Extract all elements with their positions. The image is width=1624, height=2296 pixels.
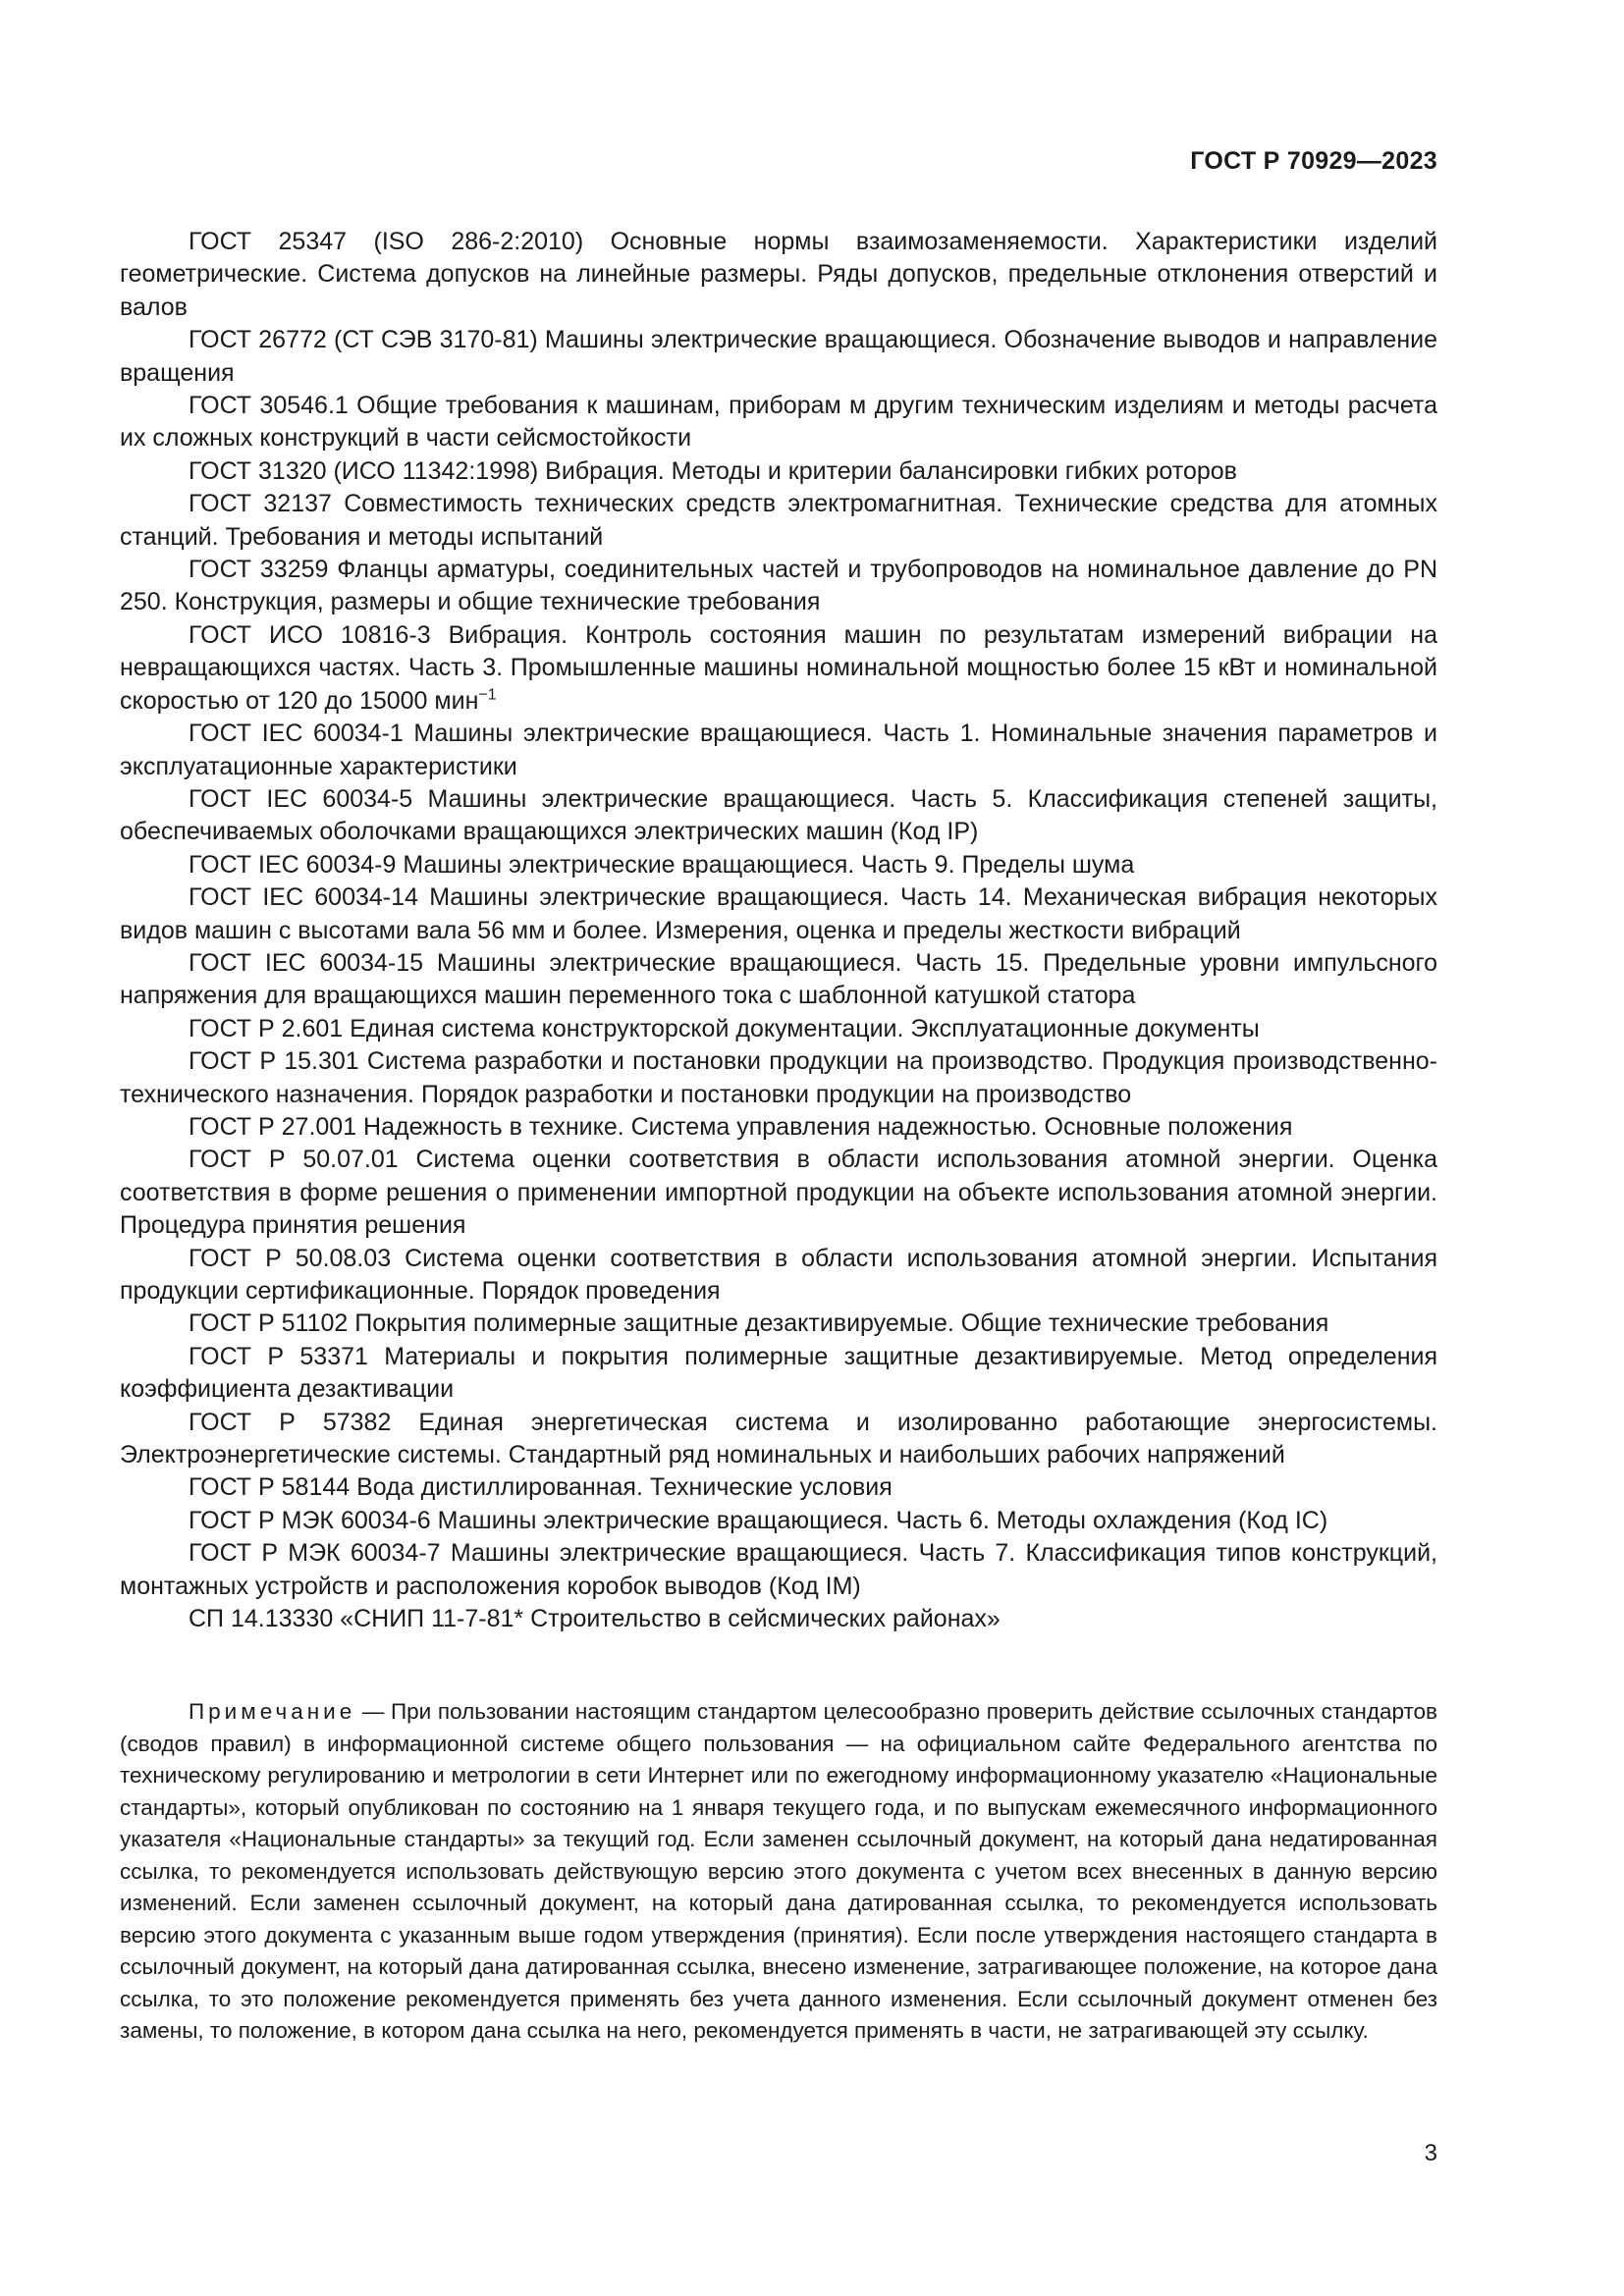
reference-item: СП 14.13330 «СНИП 11-7-81* Строительство в сейсмических районах»: [189, 1605, 1001, 1633]
reference-item: ГОСТ Р МЭК 60034-6 Машины электрические вращающиеся. Часть 6. Методы охлаждения (Код IC): [189, 1506, 1328, 1534]
reference-item: ГОСТ 25347 (ISO 286-2:2010) Основные нормы взаимозаменяемости. Характеристики изделий геометрические. Система допусков на линейные размеры. Ряды допусков, предельные отклонения отверстий и валов: [120, 228, 1437, 321]
reference-item: ГОСТ 31320 (ИСО 11342:1998) Вибрация. Методы и критерии балансировки гибких роторов: [189, 456, 1237, 485]
reference-item: ГОСТ 26772 (СТ СЭВ 3170-81) Машины электрические вращающиеся. Обозначение выводов и направление вращения: [120, 326, 1437, 387]
reference-item: ГОСТ Р 50.08.03 Система оценки соответствия в области использования атомной энергии. Испытания продукции сертификационные. Порядок проведения: [120, 1244, 1437, 1305]
reference-item: ГОСТ Р 50.07.01 Система оценки соответствия в области использования атомной энергии. Оценка соответствия в форме решения о применении импортной продукции на объекте использования атомной энергии. Процедура принятия решения: [120, 1146, 1437, 1240]
reference-item: ГОСТ Р 2.601 Единая система конструкторской документации. Эксплуатационные документы: [189, 1014, 1260, 1042]
reference-item: ГОСТ Р 27.001 Надежность в технике. Система управления надежностью. Основные положения: [189, 1112, 1293, 1141]
reference-item: ГОСТ Р МЭК 60034-7 Машины электрические вращающиеся. Часть 7. Классификация типов конструкций, монтажных устройств и расположения коробок выводов (Код IM): [120, 1539, 1437, 1600]
reference-item: ГОСТ IEC 60034-5 Машины электрические вращающиеся. Часть 5. Классификация степеней защиты, обеспечиваемых оболочками вращающихся электрических машин (Код IP): [120, 784, 1437, 846]
reference-item: ГОСТ Р 51102 Покрытия полимерные защитные дезактивируемые. Общие технические требования: [189, 1309, 1329, 1338]
reference-item: ГОСТ 33259 Фланцы арматуры, соединительных частей и трубопроводов на номинальное давление до PN 250. Конструкция, размеры и общие технические требования: [120, 556, 1437, 616]
superscript: −1: [478, 686, 497, 704]
document-header: ГОСТ Р 70929—2023: [1190, 147, 1437, 175]
reference-item: ГОСТ 32137 Совместимость технических средств электромагнитная. Технические средства для атомных станций. Требования и методы испытаний: [120, 490, 1437, 551]
reference-item: ГОСТ Р 53371 Материалы и покрытия полимерные защитные дезактивируемые. Метод определения коэффициента дезактивации: [120, 1342, 1437, 1404]
references-list: [120, 226, 1437, 1635]
reference-item: ГОСТ Р 57382 Единая энергетическая система и изолированно работающие энергосистемы. Электроэнергетические системы. Стандартный ряд номинальных и наибольших рабочих напряжений: [120, 1408, 1437, 1469]
page-number: 3: [1424, 2140, 1437, 2166]
note-paragraph: [120, 1696, 1437, 2048]
reference-item: ГОСТ IEC 60034-9 Машины электрические вращающиеся. Часть 9. Пределы шума: [189, 850, 1135, 879]
reference-item: ГОСТ Р 15.301 Система разработки и постановки продукции на производство. Продукция производственно-технического назначения. Порядок разработки и постановки продукции на производство: [120, 1047, 1437, 1108]
reference-item: ГОСТ IEC 60034-15 Машины электрические вращающиеся. Часть 15. Предельные уровни импульсного напряжения для вращающихся машин переменного тока с шаблонной катушкой статора: [120, 948, 1437, 1010]
reference-item: ГОСТ IEC 60034-14 Машины электрические вращающиеся. Часть 14. Механическая вибрация некоторых видов машин с высотами вала 56 мм и более. Измерения, оценка и пределы жесткости вибраций: [120, 883, 1437, 944]
reference-item: ГОСТ 30546.1 Общие требования к машинам, приборам м другим техническим изделиям и методы расчета их сложных конструкций в части сейсмостойкости: [120, 392, 1437, 453]
note-dash: —: [355, 1699, 391, 1724]
reference-item: ГОСТ ИСО 10816-3 Вибрация. Контроль состояния машин по результатам измерений вибрации на невращающихся частях. Часть 3. Промышленные машины номинальной мощностью более 15 кВт и номинальной скоростью от 120 до 15000 мин$^{-1}$: [120, 620, 1437, 715]
reference-item: ГОСТ IEC 60034-1 Машины электрические вращающиеся. Часть 1. Номинальные значения параметров и эксплуатационные характеристики: [120, 720, 1437, 780]
note-label: Примечание: [189, 1699, 356, 1724]
note-text: При пользовании настоящим стандартом целесообразно проверить действие ссылочных стандартов (сводов правил) в информационной системе общего пользования — на официальном сайте Федерального агентства по техническому регулированию и метрологии в сети Интернет или по ежегодному информационному указателю «Национальные стандарты», который опубликован по состоянию на 1 января текущего года, и по выпускам ежемесячного информационного указателя «Национальные стандарты» за текущий год. Если заменен ссылочный документ, на который дана недатированная ссылка, то рекомендуется использовать действующую версию этого документа с учетом всех внесенных в данную версию изменений. Если заменен ссылочный документ, на который дана датированная ссылка, то рекомендуется использовать версию этого документа с указанным выше годом утверждения (принятия). Если после утверждения настоящего стандарта в ссылочный документ, на который дана датированная ссылка, внесено изменение, затрагивающее положение, на которое дана ссылка, то это положение рекомендуется применять без учета данного изменения. Если ссылочный документ отменен без замены, то положение, в котором дана ссылка на него, рекомендуется применять в части, не затрагивающей эту ссылку.: [120, 1699, 1437, 2043]
reference-item: ГОСТ Р 58144 Вода дистиллированная. Технические условия: [189, 1473, 893, 1502]
